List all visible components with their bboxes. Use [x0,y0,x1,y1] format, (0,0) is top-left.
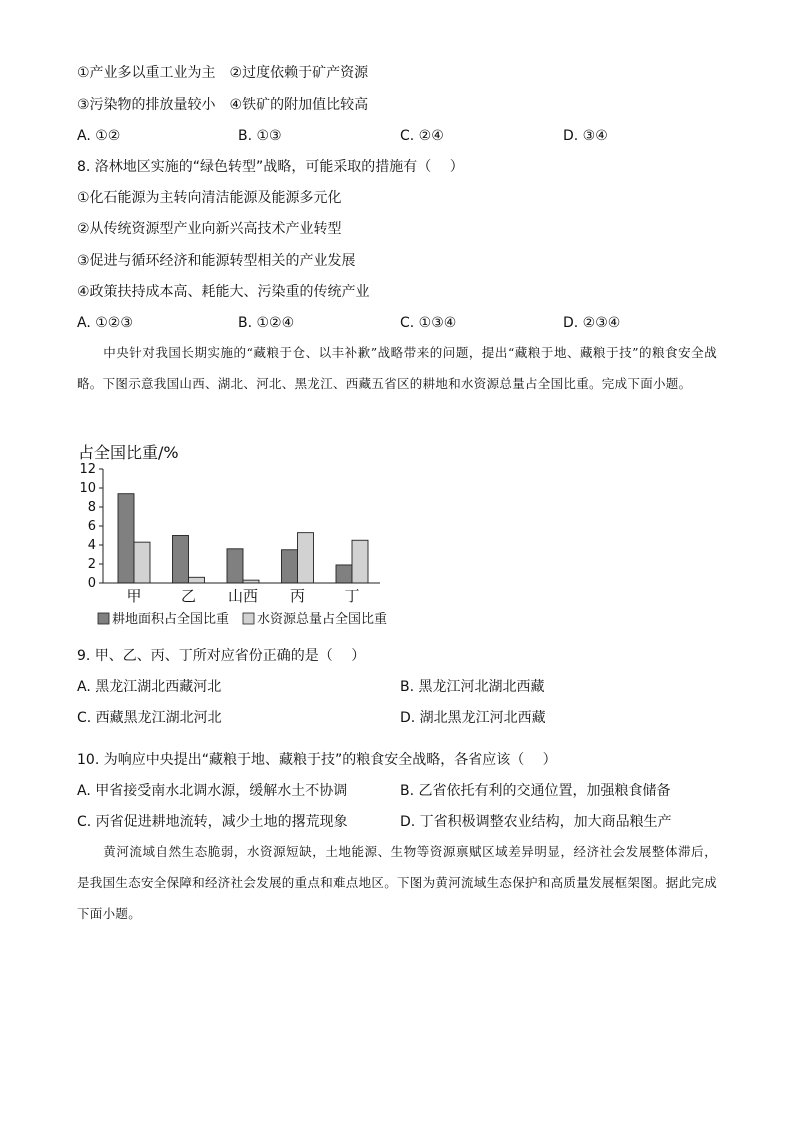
y-tick-label: 4 [87,538,96,553]
x-tick-label: 甲 [126,587,142,605]
x-tick-label: 丁 [344,587,360,605]
q7-option-a: A. ①② [77,128,121,144]
legend-label-cultivated: 耕地面积占全国比重 [112,612,230,627]
q7-option-b: B. ①③ [238,128,282,144]
q8-item-3: ③促进与循环经济和能源转型相关的产业发展 [77,253,356,269]
y-tick-label: 0 [87,576,96,591]
legend-label-water: 水资源总量占全国比重 [257,612,388,627]
bar-water-0 [134,542,150,583]
q7-option-d: D. ③④ [563,128,608,144]
bar-chart [70,436,420,636]
x-tick-label: 山西 [227,587,259,605]
y-axis-title: 占全国比重/% [78,443,179,462]
x-axis-labels [126,587,359,605]
q10-option-b: B. 乙省依托有利的交通位置，加强粮食储备 [400,783,671,799]
q8-option-c: C. ①③④ [400,315,457,331]
q8-item-2: ②从传统资源型产业向新兴高技术产业转型 [77,221,342,237]
q8-stem: 8. 洛林地区实施的“绿色转型”战略，可能采取的措施有（ ） [77,159,464,175]
q8-option-a: A. ①②③ [77,315,133,331]
q7-line-2: ③污染物的排放量较小 ④铁矿的附加值比较高 [77,97,369,113]
bar-cultivated-2 [227,549,243,583]
q7-option-c: C. ②④ [400,128,444,144]
bars [118,494,368,583]
y-tick-label: 12 [79,462,96,477]
bar-water-1 [189,577,205,583]
bar-cultivated-4 [336,565,352,583]
bar-water-3 [298,533,314,583]
q8-item-1: ①化石能源为主转向清洁能源及能源多元化 [77,190,342,206]
legend [98,611,387,627]
bar-cultivated-3 [282,550,298,583]
q10-option-c: C. 丙省促进耕地流转，减少土地的撂荒现象 [77,814,348,830]
bar-water-4 [352,540,368,583]
y-axis-ticks [79,462,103,591]
q9-option-d: D. 湖北黑龙江河北西藏 [400,710,546,726]
passage-grain-security: 中央针对我国长期实施的“藏粮于仓、以丰补歉”战略带来的问题，提出“藏粮于地、藏粮于技”的粮食安全战略。下图示意我国山西、湖北、河北、黑龙江、西藏五省区的耕地和水资源总量占全国比重。完成下面小题。 [77,345,717,391]
q9-option-a: A. 黑龙江湖北西藏河北 [77,679,222,695]
x-tick-label: 丙 [289,587,306,605]
q9-option-c: C. 西藏黑龙江湖北河北 [77,710,222,726]
legend-swatch-cultivated [98,613,109,624]
y-tick-label: 8 [87,500,96,515]
q8-option-d: D. ②③④ [563,315,621,331]
q10-option-a: A. 甲省接受南水北调水源，缓解水土不协调 [77,783,348,799]
q9-option-b: B. 黑龙江河北湖北西藏 [400,679,545,695]
q7-line-1: ①产业多以重工业为主 ②过度依赖于矿产资源 [77,65,369,81]
q8-option-b: B. ①②④ [238,315,295,331]
bar-cultivated-0 [118,494,134,583]
q10-stem: 10. 为响应中央提出“藏粮于地、藏粮于技”的粮食安全战略，各省应该（ ） [77,752,557,768]
y-tick-label: 6 [87,519,96,534]
x-tick-label: 乙 [180,587,197,605]
q9-stem: 9. 甲、乙、丙、丁所对应省份正确的是（ ） [77,648,366,664]
q10-option-d: D. 丁省积极调整农业结构，加大商品粮生产 [400,814,672,830]
q8-item-4: ④政策扶持成本高、耗能大、污染重的传统产业 [77,284,370,300]
legend-swatch-water [243,613,254,624]
y-tick-label: 10 [79,481,96,496]
passage-yellow-river: 黄河流域自然生态脆弱，水资源短缺，土地能源、生物等资源禀赋区域差异明显，经济社会发展整体滞后，是我国生态安全保障和经济社会发展的重点和难点地区。下图为黄河流域生态保护和高质量发展框架图。据此完成下面小题。 [77,844,718,921]
y-tick-label: 2 [87,557,96,572]
bar-cultivated-1 [173,536,189,584]
